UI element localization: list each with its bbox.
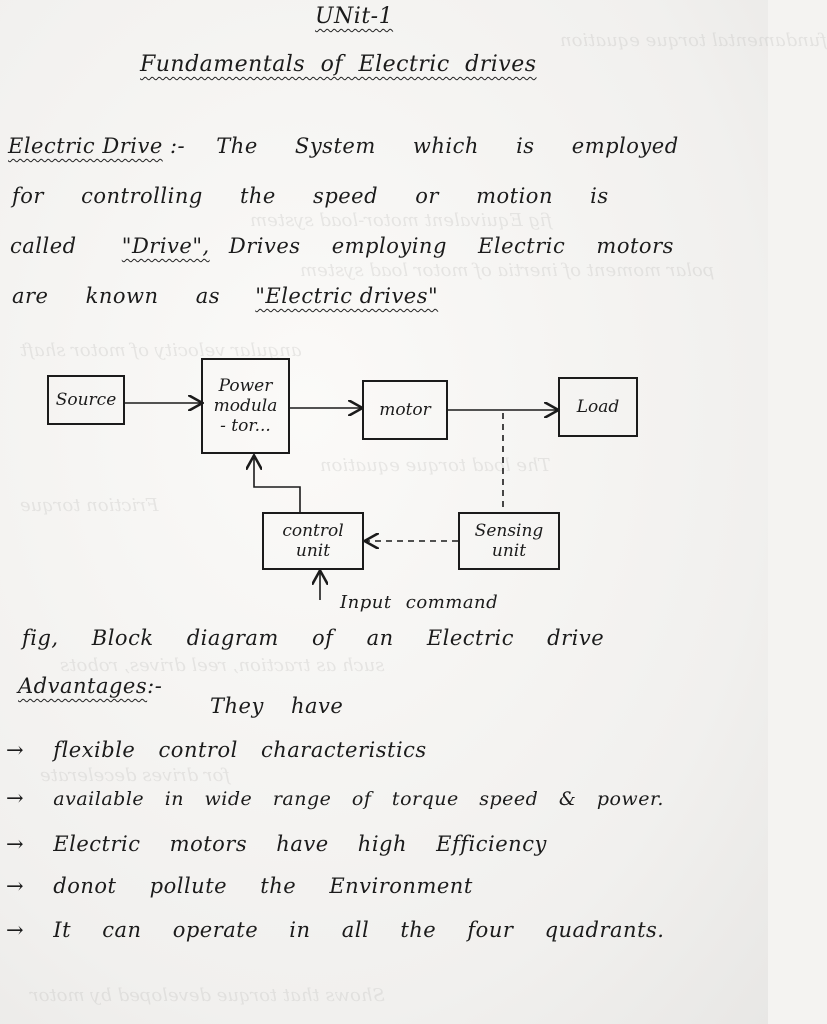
bleed-through-text: fundamental torque equation <box>560 30 827 51</box>
bleed-through-text: angular velocity of motor shaft <box>20 340 302 361</box>
arrow-icon: → <box>6 786 25 810</box>
bleed-through-text: such as traction, reel drives, robots <box>60 655 385 676</box>
definition-text-3: Drives employing Electric motors <box>228 234 674 258</box>
advantage-item <box>6 832 547 856</box>
control-unit-label-2: unit <box>295 541 331 561</box>
drive-word: "Drive", <box>121 234 210 258</box>
sensing-unit-label-1: Sensing <box>474 521 544 541</box>
advantage-text: available in wide range of torque speed & power. <box>53 788 664 810</box>
bleed-through-text: The load torque equation <box>320 455 551 476</box>
advantage-item <box>6 918 664 942</box>
control-unit-label-1: control <box>282 521 344 541</box>
advantages-heading-line <box>18 674 162 698</box>
power-modulator-label-3: - tor... <box>220 416 271 436</box>
load-block <box>558 377 638 437</box>
definition-separator: :- <box>169 134 186 158</box>
arrow-icon: → <box>6 738 25 762</box>
advantage-item <box>6 738 427 762</box>
bleed-through-text: fig Equivalent motor-load system <box>250 210 552 231</box>
power-modulator-label-1: Power <box>218 376 273 396</box>
arrow-icon: → <box>6 874 25 898</box>
definition-called: called <box>10 234 77 258</box>
advantage-text: It can operate in all the four quadrants. <box>53 918 665 942</box>
input-command-label: Input command <box>340 592 499 613</box>
control-to-modulator-arrow <box>254 457 300 512</box>
arrow-icon: → <box>6 832 25 856</box>
power-modulator-label-2: modula <box>213 396 278 416</box>
term-electric-drive: Electric Drive <box>8 134 163 158</box>
bleed-through-text: polar moment of inertia of motor load system <box>300 260 715 281</box>
advantage-text: Electric motors have high Efficiency <box>53 832 547 856</box>
load-label: Load <box>576 397 620 417</box>
motor-block <box>362 380 448 440</box>
bleed-through-text: for drives decelerate <box>40 765 231 786</box>
advantage-text: donot pollute the Environment <box>53 874 473 898</box>
advantages-intro: They have <box>210 694 344 718</box>
advantage-item <box>6 786 664 810</box>
arrow-icon: → <box>6 918 25 942</box>
definition-text-1: The System which is employed <box>216 134 679 158</box>
definition-line-2: for controlling the speed or motion is <box>12 184 609 208</box>
advantages-heading: Advantages <box>18 674 148 698</box>
power-modulator-block <box>201 358 290 454</box>
motor-label: motor <box>379 400 431 420</box>
definition-known-as: are known as <box>12 284 221 308</box>
electric-drives-word: "Electric drives" <box>255 284 439 308</box>
advantage-item <box>6 874 473 898</box>
sensing-unit-label-2: unit <box>491 541 527 561</box>
source-block <box>47 375 125 425</box>
advantage-text: flexible control characteristics <box>53 738 427 762</box>
advantages-separator: :- <box>147 674 163 698</box>
source-label: Source <box>55 390 117 410</box>
bleed-through-text: Friction torque <box>20 495 159 516</box>
sensing-unit-block <box>458 512 560 570</box>
page-title: Fundamentals of Electric drives <box>140 52 537 77</box>
bleed-through-text: Shows that torque developed by motor <box>30 985 385 1006</box>
figure-caption: fig, Block diagram of an Electric drive <box>22 626 605 650</box>
control-unit-block <box>262 512 364 570</box>
unit-heading: UNit-1 <box>315 4 394 29</box>
